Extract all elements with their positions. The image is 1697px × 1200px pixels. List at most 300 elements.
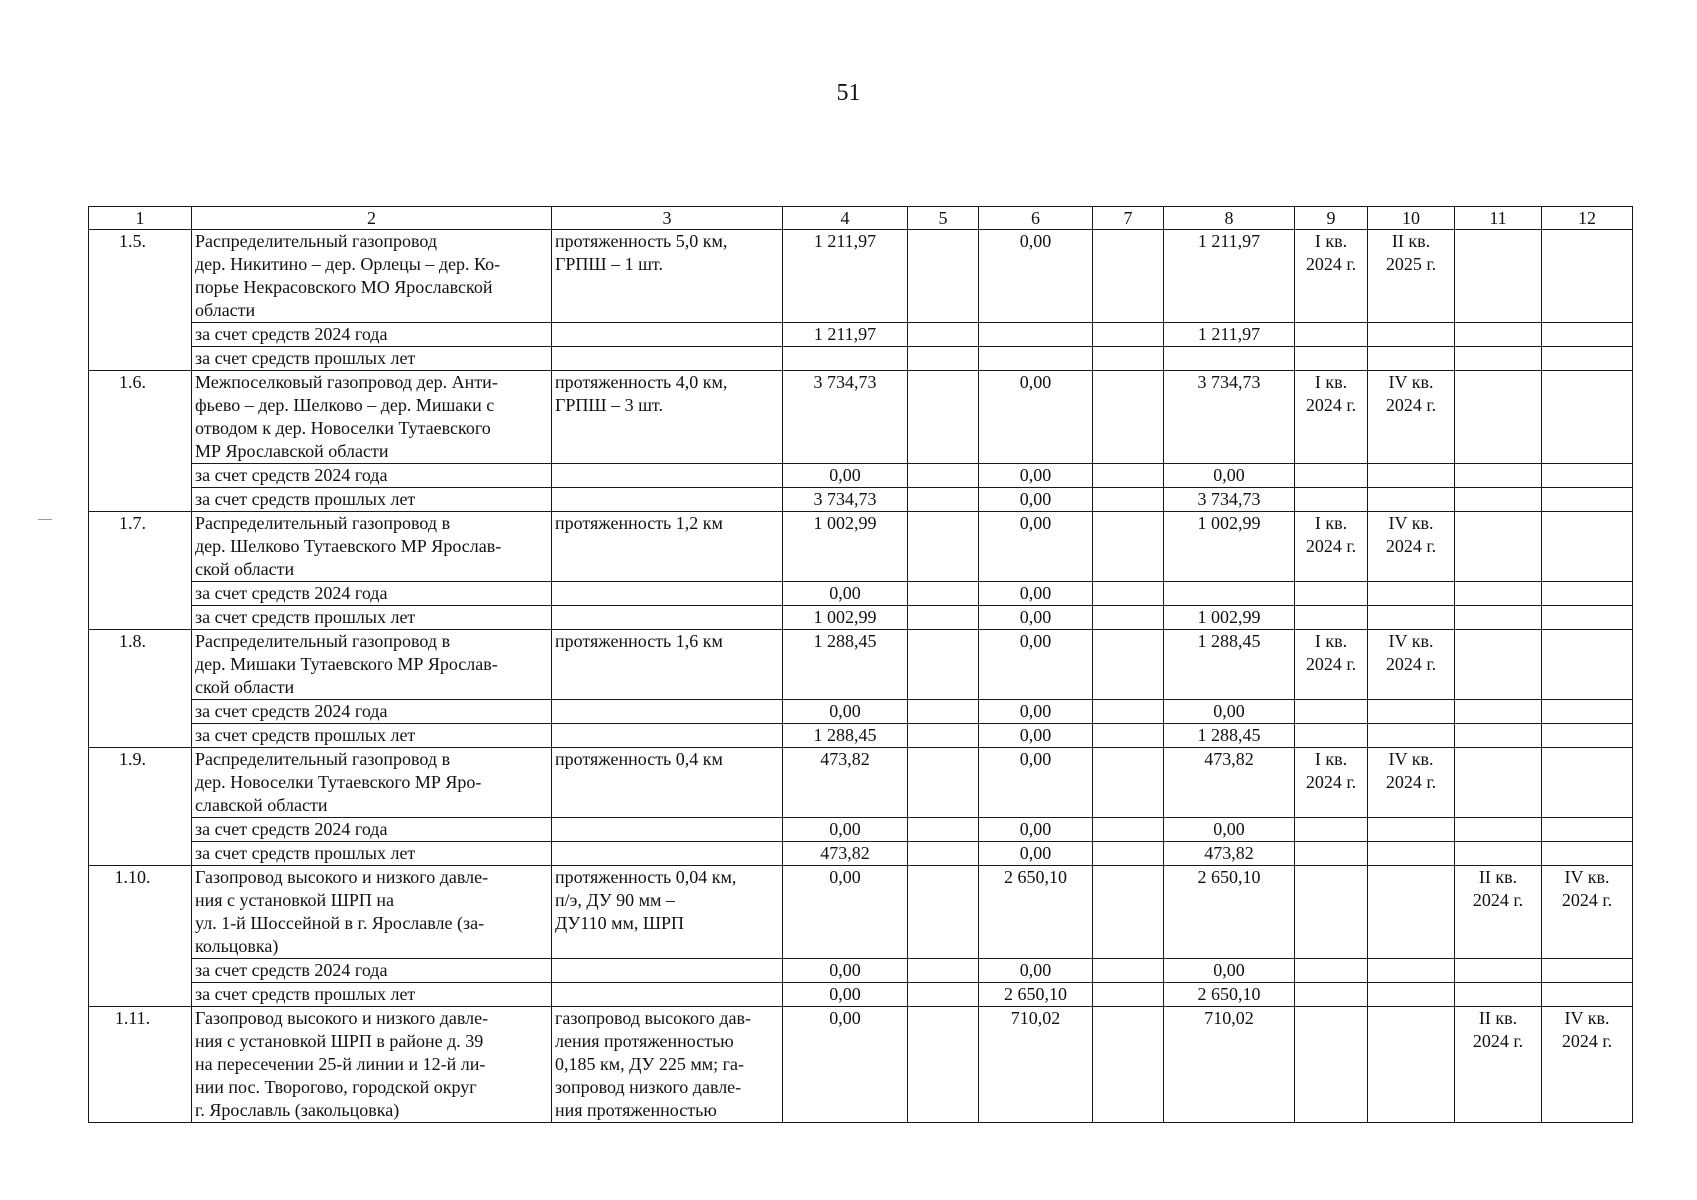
cell-col7 (1093, 488, 1164, 512)
cell-col9-line: I кв. (1314, 231, 1348, 251)
cell-col3 (552, 983, 783, 1007)
cell-col12-line: 2024 г. (1561, 1031, 1613, 1051)
cell-col10 (1368, 230, 1455, 323)
cell-col11-line: II кв. (1478, 1008, 1518, 1028)
header-cell: 3 (552, 207, 783, 230)
cell-col9 (1295, 582, 1368, 606)
table-body (89, 207, 1633, 1123)
cell-col11 (1455, 818, 1542, 842)
cell-col9-line: 2024 г. (1305, 536, 1357, 556)
cell-col4: 0,00 (783, 818, 908, 842)
cell-col6: 0,00 (979, 464, 1093, 488)
cell-col9 (1295, 724, 1368, 748)
cell-col12 (1542, 347, 1633, 371)
cell-col12 (1542, 959, 1633, 983)
item-spec (552, 866, 783, 959)
scan-mark (38, 519, 52, 520)
cell-col7 (1093, 347, 1164, 371)
cell-col5 (908, 983, 979, 1007)
item-name-line: дер. Новоселки Тутаевского МР Яро- (195, 772, 482, 792)
cell-col3 (552, 488, 783, 512)
cell-col10 (1368, 700, 1455, 724)
item-name-line: Распределительный газопровод в (195, 631, 451, 651)
cell-col9 (1295, 371, 1368, 464)
cell-col3 (552, 700, 783, 724)
cell-col6: 0,00 (979, 842, 1093, 866)
cell-col8: 710,02 (1164, 1007, 1295, 1123)
item-name-line: порье Некрасовского МО Ярославской (195, 277, 493, 297)
cell-col11 (1455, 700, 1542, 724)
cell-col9 (1295, 230, 1368, 323)
cell-col7 (1093, 959, 1164, 983)
cell-col4: 1 288,45 (783, 630, 908, 700)
cell-col9 (1295, 464, 1368, 488)
cell-col10 (1368, 347, 1455, 371)
cell-col11 (1455, 582, 1542, 606)
cell-col10 (1368, 983, 1455, 1007)
table-row-funding (89, 983, 1633, 1007)
header-cell: 12 (1542, 207, 1633, 230)
cell-col6: 0,00 (979, 230, 1093, 323)
cell-col12 (1542, 488, 1633, 512)
table-row-funding (89, 959, 1633, 983)
table-row-item (89, 230, 1633, 323)
header-cell: 1 (89, 207, 192, 230)
cell-col4: 473,82 (783, 842, 908, 866)
cell-col8: 0,00 (1164, 959, 1295, 983)
cell-col12 (1542, 724, 1633, 748)
table-row-funding (89, 347, 1633, 371)
cell-col10 (1368, 464, 1455, 488)
table-row-funding (89, 606, 1633, 630)
cell-col4: 1 288,45 (783, 724, 908, 748)
cell-col7 (1093, 700, 1164, 724)
cell-col3 (552, 323, 783, 347)
item-name (192, 866, 552, 959)
item-spec-line: ДУ110 мм, ШРП (555, 913, 685, 933)
header-row (89, 207, 1633, 230)
item-spec (552, 512, 783, 582)
cell-col11 (1455, 347, 1542, 371)
cell-col7 (1093, 630, 1164, 700)
cell-col10 (1368, 512, 1455, 582)
cell-col7 (1093, 512, 1164, 582)
item-name-line: области (195, 300, 256, 320)
cell-col6: 0,00 (979, 512, 1093, 582)
item-number: 1.6. (89, 371, 192, 512)
item-name-line: ния с установкой ШРП на (195, 890, 394, 910)
cell-col10-line: II кв. (1391, 231, 1431, 251)
cell-col4: 1 211,97 (783, 230, 908, 323)
cell-col6: 710,02 (979, 1007, 1093, 1123)
cell-col12 (1542, 512, 1633, 582)
item-name-line: Распределительный газопровод (195, 231, 438, 251)
item-spec-line: протяженность 4,0 км, (555, 372, 728, 392)
cell-col10 (1368, 866, 1455, 959)
item-spec (552, 630, 783, 700)
funding-label: за счет средств 2024 года (192, 464, 552, 488)
cell-col5 (908, 959, 979, 983)
cell-col9 (1295, 959, 1368, 983)
cell-col4: 0,00 (783, 1007, 908, 1123)
header-cell: 8 (1164, 207, 1295, 230)
funding-label: за счет средств прошлых лет (192, 983, 552, 1007)
cell-col9 (1295, 818, 1368, 842)
item-number: 1.7. (89, 512, 192, 630)
item-spec-line: зопровод низкого давле- (555, 1077, 742, 1097)
cell-col11 (1455, 630, 1542, 700)
cell-col5 (908, 1007, 979, 1123)
cell-col9-line: I кв. (1314, 749, 1348, 769)
cell-col10-line: IV кв. (1388, 749, 1434, 769)
cell-col10 (1368, 842, 1455, 866)
cell-col9-line: 2024 г. (1305, 395, 1357, 415)
cell-col7 (1093, 323, 1164, 347)
item-spec-line: протяженность 0,4 км (555, 749, 723, 769)
cell-col10-line: 2024 г. (1385, 536, 1437, 556)
cell-col8: 2 650,10 (1164, 983, 1295, 1007)
item-number: 1.11. (89, 1007, 192, 1123)
cell-col11 (1455, 842, 1542, 866)
table-row-item (89, 748, 1633, 818)
cell-col9 (1295, 606, 1368, 630)
cell-col3 (552, 959, 783, 983)
cell-col4: 0,00 (783, 866, 908, 959)
cell-col5 (908, 700, 979, 724)
cell-col7 (1093, 866, 1164, 959)
item-name-line: г. Ярославль (закольцовка) (195, 1100, 400, 1120)
item-name (192, 512, 552, 582)
header-cell: 6 (979, 207, 1093, 230)
item-name-line: ской области (195, 559, 295, 579)
cell-col6: 0,00 (979, 748, 1093, 818)
header-cell: 5 (908, 207, 979, 230)
item-spec-line: 0,185 км, ДУ 225 мм; га- (555, 1054, 745, 1074)
funding-label: за счет средств прошлых лет (192, 724, 552, 748)
cell-col11 (1455, 230, 1542, 323)
cell-col10 (1368, 488, 1455, 512)
cell-col11-line: 2024 г. (1472, 1031, 1524, 1051)
cell-col8: 473,82 (1164, 842, 1295, 866)
cell-col11 (1455, 1007, 1542, 1123)
header-cell: 7 (1093, 207, 1164, 230)
cell-col6 (979, 323, 1093, 347)
cell-col11 (1455, 323, 1542, 347)
item-spec-line: газопровод высокого дав- (555, 1008, 752, 1028)
cell-col6: 0,00 (979, 630, 1093, 700)
funding-label: за счет средств 2024 года (192, 700, 552, 724)
item-name-line: дер. Никитино – дер. Орлецы – дер. Ко- (195, 254, 501, 274)
cell-col11-line: II кв. (1478, 867, 1518, 887)
cell-col12 (1542, 371, 1633, 464)
cell-col3 (552, 724, 783, 748)
cell-col10 (1368, 724, 1455, 748)
cell-col10 (1368, 1007, 1455, 1123)
cell-col5 (908, 512, 979, 582)
table-row-item (89, 866, 1633, 959)
cell-col7 (1093, 818, 1164, 842)
table-row-funding (89, 323, 1633, 347)
cell-col11 (1455, 488, 1542, 512)
cell-col9-line: 2024 г. (1305, 654, 1357, 674)
cell-col5 (908, 347, 979, 371)
table-row-funding (89, 700, 1633, 724)
item-spec (552, 230, 783, 323)
item-name-line: Межпоселковый газопровод дер. Анти- (195, 372, 498, 392)
funding-label: за счет средств 2024 года (192, 959, 552, 983)
cell-col10-line: 2025 г. (1385, 254, 1437, 274)
cell-col12 (1542, 1007, 1633, 1123)
cell-col9-line: 2024 г. (1305, 772, 1357, 792)
cell-col9-line: I кв. (1314, 631, 1348, 651)
item-name-line: нии пос. Творогово, городской округ (195, 1077, 477, 1097)
cell-col10 (1368, 748, 1455, 818)
cell-col6: 0,00 (979, 818, 1093, 842)
cell-col9 (1295, 488, 1368, 512)
cell-col11 (1455, 866, 1542, 959)
cell-col11 (1455, 371, 1542, 464)
item-spec-line: протяженность 0,04 км, (555, 867, 737, 887)
item-name-line: ул. 1-й Шоссейной в г. Ярославле (за- (195, 913, 485, 933)
cell-col10-line: 2024 г. (1385, 772, 1437, 792)
cell-col8 (1164, 347, 1295, 371)
header-cell: 4 (783, 207, 908, 230)
item-name-line: Газопровод высокого и низкого давле- (195, 867, 489, 887)
item-number: 1.9. (89, 748, 192, 866)
header-cell: 2 (192, 207, 552, 230)
cell-col8: 0,00 (1164, 464, 1295, 488)
cell-col5 (908, 464, 979, 488)
cell-col5 (908, 488, 979, 512)
cell-col5 (908, 748, 979, 818)
cell-col6 (979, 347, 1093, 371)
item-name-line: МР Ярославской области (195, 441, 389, 461)
cell-col12-line: 2024 г. (1561, 890, 1613, 910)
cell-col10 (1368, 818, 1455, 842)
cell-col5 (908, 866, 979, 959)
item-spec-line: ГРПШ – 1 шт. (555, 254, 663, 274)
cell-col4: 473,82 (783, 748, 908, 818)
cell-col4: 0,00 (783, 464, 908, 488)
cell-col7 (1093, 582, 1164, 606)
cell-col6: 2 650,10 (979, 983, 1093, 1007)
cell-col10 (1368, 630, 1455, 700)
cell-col8: 1 002,99 (1164, 512, 1295, 582)
table-row-funding (89, 582, 1633, 606)
item-name-line: Распределительный газопровод в (195, 749, 451, 769)
item-name-line: Распределительный газопровод в (195, 513, 451, 533)
cell-col9 (1295, 700, 1368, 724)
cell-col10 (1368, 323, 1455, 347)
item-spec-line: ния протяженностью (555, 1100, 717, 1120)
cell-col11 (1455, 748, 1542, 818)
cell-col7 (1093, 748, 1164, 818)
cell-col3 (552, 347, 783, 371)
cell-col6: 0,00 (979, 700, 1093, 724)
item-spec-line: п/э, ДУ 90 мм – (555, 890, 675, 910)
cell-col9 (1295, 842, 1368, 866)
cell-col5 (908, 842, 979, 866)
cell-col4: 0,00 (783, 959, 908, 983)
cell-col11 (1455, 724, 1542, 748)
cell-col3 (552, 842, 783, 866)
cell-col10-line: IV кв. (1388, 372, 1434, 392)
cell-col12 (1542, 748, 1633, 818)
cell-col8: 473,82 (1164, 748, 1295, 818)
cell-col7 (1093, 1007, 1164, 1123)
cell-col11 (1455, 464, 1542, 488)
cell-col8: 3 734,73 (1164, 488, 1295, 512)
item-spec-line: протяженность 5,0 км, (555, 231, 728, 251)
cell-col12 (1542, 582, 1633, 606)
cell-col6: 0,00 (979, 371, 1093, 464)
cell-col6: 2 650,10 (979, 866, 1093, 959)
cell-col9 (1295, 512, 1368, 582)
item-number: 1.10. (89, 866, 192, 1007)
cell-col10 (1368, 959, 1455, 983)
funding-label: за счет средств 2024 года (192, 582, 552, 606)
cell-col6: 0,00 (979, 606, 1093, 630)
table-row-funding (89, 464, 1633, 488)
cell-col9 (1295, 1007, 1368, 1123)
cell-col4: 1 211,97 (783, 323, 908, 347)
cell-col3 (552, 582, 783, 606)
cell-col11 (1455, 959, 1542, 983)
item-spec (552, 1007, 783, 1123)
item-name (192, 230, 552, 323)
item-name-line: отводом к дер. Новоселки Тутаевского (195, 418, 491, 438)
cell-col8: 1 288,45 (1164, 630, 1295, 700)
item-name-line: дер. Мишаки Тутаевского МР Ярослав- (195, 654, 498, 674)
cell-col5 (908, 230, 979, 323)
cell-col9 (1295, 630, 1368, 700)
item-number: 1.5. (89, 230, 192, 371)
cell-col12-line: IV кв. (1564, 1008, 1610, 1028)
table-row-item (89, 1007, 1633, 1123)
table-row-item (89, 630, 1633, 700)
cell-col8: 0,00 (1164, 818, 1295, 842)
header-cell: 11 (1455, 207, 1542, 230)
funding-label: за счет средств 2024 года (192, 818, 552, 842)
cell-col12 (1542, 230, 1633, 323)
cell-col7 (1093, 983, 1164, 1007)
item-spec-line: протяженность 1,2 км (555, 513, 723, 533)
cell-col5 (908, 630, 979, 700)
cell-col5 (908, 724, 979, 748)
cell-col10 (1368, 606, 1455, 630)
funding-label: за счет средств 2024 года (192, 323, 552, 347)
cell-col9 (1295, 748, 1368, 818)
cell-col12 (1542, 464, 1633, 488)
table-row-funding (89, 818, 1633, 842)
cell-col9 (1295, 347, 1368, 371)
funding-label: за счет средств прошлых лет (192, 606, 552, 630)
cell-col4: 1 002,99 (783, 606, 908, 630)
cell-col8 (1164, 582, 1295, 606)
cell-col10 (1368, 371, 1455, 464)
item-spec-line: ГРПШ – 3 шт. (555, 395, 663, 415)
cell-col9-line: I кв. (1314, 513, 1348, 533)
cell-col5 (908, 582, 979, 606)
cell-col12 (1542, 630, 1633, 700)
cell-col12 (1542, 983, 1633, 1007)
item-name (192, 1007, 552, 1123)
cell-col9 (1295, 323, 1368, 347)
cell-col7 (1093, 724, 1164, 748)
cell-col3 (552, 464, 783, 488)
cell-col10-line: 2024 г. (1385, 654, 1437, 674)
item-spec (552, 748, 783, 818)
cell-col7 (1093, 842, 1164, 866)
item-spec-line: ления протяженностью (555, 1031, 734, 1051)
cell-col8: 3 734,73 (1164, 371, 1295, 464)
item-number: 1.8. (89, 630, 192, 748)
cell-col12 (1542, 818, 1633, 842)
item-name-line: фьево – дер. Шелково – дер. Мишаки с (195, 395, 495, 415)
cell-col10-line: IV кв. (1388, 631, 1434, 651)
page-number: 51 (836, 80, 861, 106)
item-name-line: Газопровод высокого и низкого давле- (195, 1008, 489, 1028)
cell-col5 (908, 323, 979, 347)
item-name-line: на пересечении 25-й линии и 12-й ли- (195, 1054, 486, 1074)
cell-col6: 0,00 (979, 724, 1093, 748)
cell-col4: 3 734,73 (783, 488, 908, 512)
cell-col5 (908, 818, 979, 842)
cell-col8: 1 002,99 (1164, 606, 1295, 630)
table-row-funding (89, 724, 1633, 748)
item-name-line: дер. Шелково Тутаевского МР Ярослав- (195, 536, 502, 556)
item-name-line: славской области (195, 795, 328, 815)
cell-col6: 0,00 (979, 582, 1093, 606)
cell-col5 (908, 606, 979, 630)
cell-col8: 1 211,97 (1164, 323, 1295, 347)
header-cell: 9 (1295, 207, 1368, 230)
funding-label: за счет средств прошлых лет (192, 488, 552, 512)
cell-col11 (1455, 512, 1542, 582)
cell-col12-line: IV кв. (1564, 867, 1610, 887)
cell-col3 (552, 606, 783, 630)
cell-col12 (1542, 606, 1633, 630)
cell-col4: 0,00 (783, 983, 908, 1007)
item-spec-line: протяженность 1,6 км (555, 631, 723, 651)
cell-col10-line: 2024 г. (1385, 395, 1437, 415)
item-spec (552, 371, 783, 464)
cell-col7 (1093, 371, 1164, 464)
cell-col4: 0,00 (783, 700, 908, 724)
cell-col7 (1093, 464, 1164, 488)
table-row-funding (89, 842, 1633, 866)
cell-col12 (1542, 866, 1633, 959)
table-row-item (89, 512, 1633, 582)
item-name (192, 371, 552, 464)
cell-col9-line: I кв. (1314, 372, 1348, 392)
cell-col4: 3 734,73 (783, 371, 908, 464)
cell-col9 (1295, 866, 1368, 959)
cell-col12 (1542, 842, 1633, 866)
table-row-funding (89, 488, 1633, 512)
cell-col4: 0,00 (783, 582, 908, 606)
cell-col5 (908, 371, 979, 464)
item-name-line: ской области (195, 677, 295, 697)
cell-col9 (1295, 983, 1368, 1007)
cell-col6: 0,00 (979, 488, 1093, 512)
funding-label: за счет средств прошлых лет (192, 347, 552, 371)
cell-col7 (1093, 230, 1164, 323)
header-cell: 10 (1368, 207, 1455, 230)
cell-col7 (1093, 606, 1164, 630)
cell-col6: 0,00 (979, 959, 1093, 983)
cell-col10 (1368, 582, 1455, 606)
